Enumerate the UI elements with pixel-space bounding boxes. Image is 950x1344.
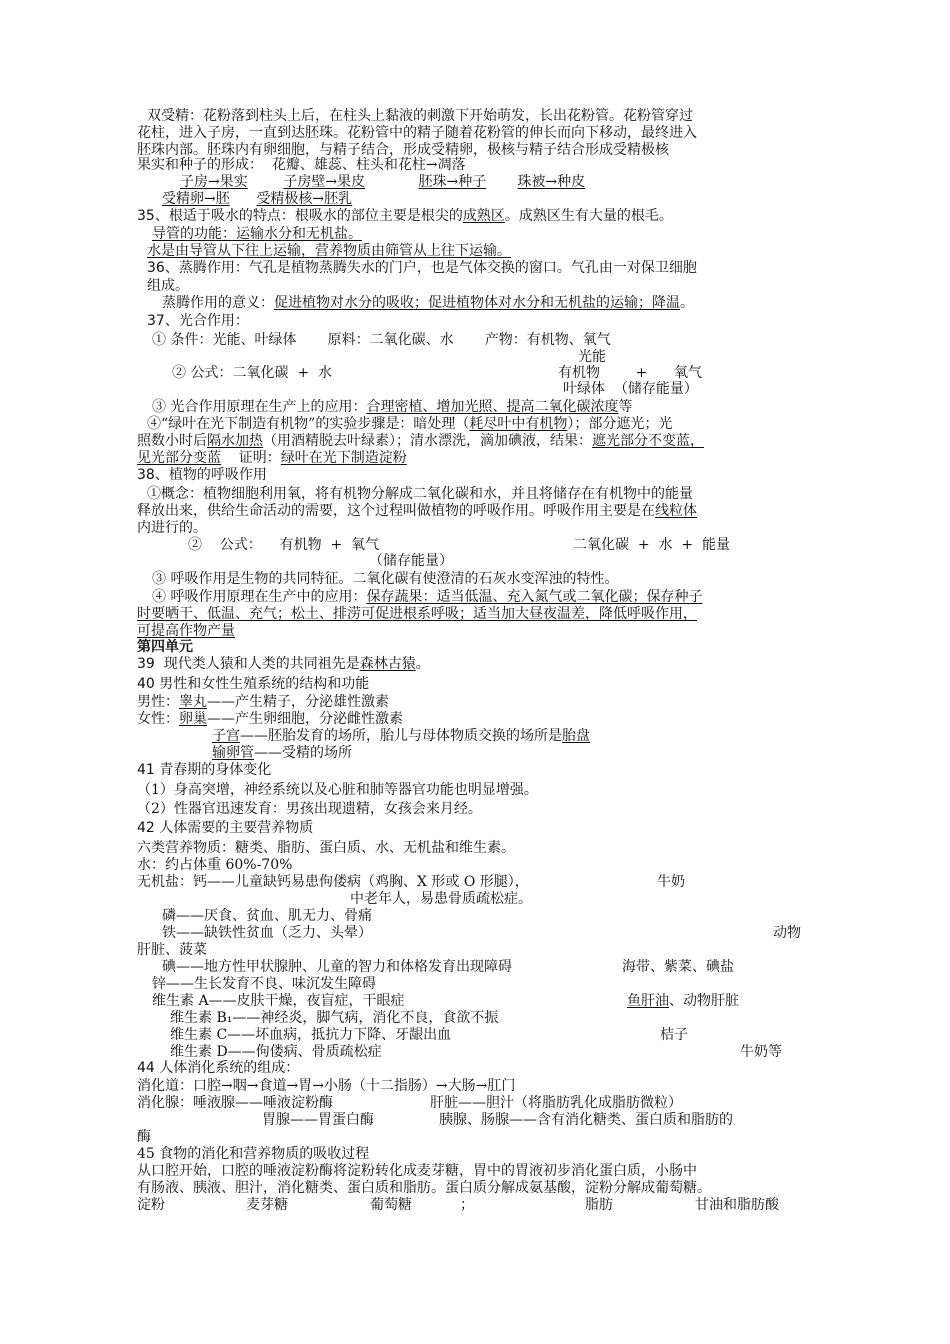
text-segment: 碘——地方性甲状腺肿、儿童的智力和体格发育出现障碍 — [162, 959, 512, 975]
text-segment: ③ 呼吸作用是生物的共同特征。二氧化碳有使澄清的石灰水变浑浊的特性。 — [152, 571, 619, 587]
underlined-text: 胚珠→种子 — [418, 174, 487, 190]
text-segment: 消化道：口腔→咽→食道→胃→小肠（十二指肠）→大肠→肛门 — [137, 1078, 516, 1094]
text-segment: 维生素 B₁——神经炎，脚气病，消化不良，食欲不振 — [170, 1010, 499, 1026]
text-line — [137, 1180, 711, 1197]
text-segment: 甘油和脂肪酸 — [695, 1197, 779, 1213]
text-line — [578, 349, 606, 366]
text-segment: 牛奶 — [657, 874, 685, 890]
text-line — [147, 243, 511, 260]
text-segment: 光能 — [578, 349, 606, 365]
text-line — [460, 1197, 474, 1214]
text-line — [558, 365, 702, 382]
text-line — [137, 1146, 369, 1163]
text-segment — [248, 174, 284, 190]
underlined-text: 线粒体 — [655, 503, 697, 519]
text-segment: ——产生精子，分泌雄性激素 — [207, 694, 389, 710]
text-line — [137, 1060, 299, 1077]
text-segment: 有肠液、胰液、胆汁，消化糖类、蛋白质和脂肪。蛋白质分解成氨基酸，淀粉分解成葡萄糖。 — [137, 1180, 711, 1196]
text-segment: 消化腺：唾液腺——唾液淀粉酶 — [137, 1095, 333, 1111]
text-segment: 、根适于吸水的特点：根吸水的部位主要是根尖的 — [154, 208, 463, 224]
underlined-text: 森林古猿 — [359, 656, 416, 672]
text-segment: 组成。 — [147, 278, 189, 294]
text-line — [147, 260, 697, 277]
text-line — [162, 959, 512, 976]
text-segment: 、植物的呼吸作用 — [154, 467, 267, 483]
text-line — [137, 520, 207, 537]
text-line — [137, 1078, 515, 1095]
text-line — [212, 745, 352, 762]
text-segment: ① 条件：光能、叶绿体 原料：二氧化碳、水 产物：有机物、氧气 — [152, 332, 611, 348]
underlined-text: 促进植物对水分的吸收；促进植物体对水分和无机盐的运输；降温 — [274, 295, 680, 311]
underlined-text: 耗尽叶中有机物 — [469, 416, 568, 432]
text-segment: 胰腺、肠腺——含有消化糖类、蛋白质和脂肪的 — [439, 1112, 733, 1128]
text-segment: 、光合作用： — [164, 313, 249, 329]
text-segment: ③ 光合作用原理在生产上的应用： — [152, 399, 367, 415]
text-line — [137, 801, 482, 818]
underlined-text: 输卵管 — [212, 745, 254, 761]
text-segment: 45 食物的消化和营养物质的吸收过程 — [137, 1146, 370, 1162]
text-line — [695, 1197, 779, 1214]
text-segment: ④“绿叶在光下制造有机物”的实验步骤是：暗处理（ — [147, 416, 470, 432]
text-line — [152, 399, 632, 416]
text-segment: 41 青春期的身体变化 — [137, 762, 272, 778]
underlined-text: 成熟区 — [462, 208, 505, 224]
text-segment: ）；部分遮光；光 — [567, 416, 673, 432]
underlined-text: 时要晒干、低温、充气；松土、排涝可促进根系呼吸；适当加大昼夜温差，降低呼吸作用， — [137, 606, 697, 622]
text-line — [137, 711, 403, 728]
text-segment: 无机盐：钙——儿童缺钙易患佝偻病（鸡胸、X 形或 O 形腿）， — [137, 874, 529, 890]
text-line — [350, 891, 532, 908]
text-segment — [230, 191, 257, 207]
text-line — [137, 208, 673, 225]
text-segment: 肝脏、菠菜 — [137, 942, 207, 958]
text-segment: 44 人体消化系统的组成： — [137, 1060, 300, 1076]
text-segment: 男性： — [137, 694, 179, 710]
underlined-text: 导管的功能：运输水分和无机盐。 — [152, 226, 362, 242]
underlined-text: 绿叶在光下制造淀粉 — [280, 450, 407, 466]
text-line — [147, 313, 249, 330]
text-segment: 。成熟区生有大量的根毛。 — [504, 208, 673, 224]
text-line — [137, 694, 389, 711]
text-segment: 证明： — [221, 450, 281, 466]
text-segment: 36 — [147, 260, 165, 276]
text-segment: 肝脏——胆汁（将脂肪乳化成脂肪微粒） — [430, 1095, 682, 1111]
text-segment: 、蒸腾作用：气孔是植物蒸腾失水的门户，也是气体交换的窗口。气孔由一对保卫细胞 — [164, 260, 697, 276]
text-line — [137, 1095, 333, 1112]
text-line — [622, 959, 734, 976]
text-segment: （用酒精脱去叶绿素）；清水漂洗，滴加碘液，结果： — [263, 433, 592, 449]
text-segment: 淀粉 — [137, 1197, 165, 1213]
underlined-text: 见光部分变蓝 — [137, 450, 221, 466]
text-segment: 维生素 C——坏血病，抵抗力下降、牙龈出血 — [170, 1027, 452, 1043]
text-line — [137, 874, 529, 891]
text-segment: 有机物 + 氧气 — [558, 365, 703, 381]
text-line — [740, 1044, 782, 1061]
underlined-text: 保存蔬果：适当低温、充入氮气或二氧化碳；保存种子 — [366, 589, 703, 605]
text-segment: 37 — [147, 313, 165, 329]
text-segment: ④ 呼吸作用原理在生产中的应用： — [152, 589, 367, 605]
text-segment: 女性： — [137, 711, 179, 727]
text-line — [660, 1027, 688, 1044]
text-line — [170, 1010, 498, 1027]
text-line — [773, 925, 801, 942]
text-line — [246, 1197, 288, 1214]
text-segment: 。 — [680, 295, 694, 311]
text-line — [147, 486, 693, 503]
text-line — [370, 1197, 412, 1214]
text-segment: 葡萄糖 — [370, 1197, 412, 1213]
text-line — [170, 1027, 451, 1044]
text-line — [657, 874, 685, 891]
text-segment: 铁——缺铁性贫血（乏力、头晕） — [162, 925, 372, 941]
text-line — [137, 606, 697, 623]
text-line — [152, 226, 362, 243]
text-segment: ② 公式：二氧化碳 + 水 — [172, 365, 332, 381]
text-line — [170, 1044, 382, 1061]
text-line — [585, 1197, 613, 1214]
text-line — [627, 993, 739, 1010]
text-line — [152, 332, 611, 349]
text-line — [172, 365, 332, 382]
text-line — [147, 278, 189, 295]
text-segment: 脂肪 — [585, 1197, 613, 1213]
text-segment — [486, 174, 517, 190]
text-line — [369, 553, 453, 570]
underlined-text: 受精极核→胚乳 — [256, 191, 353, 207]
text-segment: 蒸腾作用的意义： — [162, 295, 274, 311]
text-line — [137, 450, 407, 467]
text-segment: 花柱，进入子房，一直到达胚珠。花粉管中的精子随着花粉管的伸长而向下移动，最终进入 — [137, 125, 697, 141]
underlined-text: 合理密植、增加光照、提高二氧化碳浓度 — [366, 399, 619, 415]
text-line — [137, 762, 271, 779]
text-line — [162, 908, 372, 925]
text-segment: ①概念：植物细胞利用氧，将有机物分解成二氧化碳和水，并且将储存在有机物中的能量 — [147, 486, 693, 502]
text-segment: 果实和种子的形成： 花瓣、雄蕊、柱头和花柱→凋落 — [137, 157, 466, 173]
text-line — [162, 295, 694, 312]
text-segment: 40 男性和女性生殖系统的结构和功能 — [137, 676, 370, 692]
text-segment: 牛奶等 — [740, 1044, 782, 1060]
text-line — [137, 503, 697, 520]
underlined-text: 睾丸 — [179, 694, 207, 710]
text-line — [137, 820, 313, 837]
text-line — [162, 191, 352, 208]
text-segment: ——产生卵细胞，分泌雌性激素 — [207, 711, 403, 727]
text-line — [152, 589, 702, 606]
text-segment: ； — [460, 1197, 474, 1213]
text-segment: 胃腺——胃蛋白酶 — [262, 1112, 374, 1128]
text-segment: 39 现代类人猿和人类的共同祖先是 — [137, 656, 360, 672]
underlined-text: 隔水加热 — [207, 433, 263, 449]
text-segment: 42 人体需要的主要营养物质 — [137, 820, 314, 836]
underlined-text: 子房壁→果皮 — [283, 174, 366, 190]
text-segment: 二氧化碳 + 水 + 能量 — [573, 537, 731, 553]
text-segment: 锌——生长发育不良、味沉发生障碍 — [152, 976, 376, 992]
text-segment: 酶 — [137, 1129, 151, 1145]
text-line — [137, 433, 704, 450]
text-segment: 胚珠内部。胚珠内有卵细胞，与精子结合，形成受精卵，极核与精子结合形成受精极核 — [137, 142, 669, 158]
text-segment: ② 公式： 有机物 + 氧气 — [188, 537, 380, 553]
text-segment: 第四单元 — [137, 639, 193, 655]
text-segment: 海带、紫菜、碘盐 — [622, 959, 734, 975]
text-segment: 麦芽糖 — [246, 1197, 288, 1213]
text-line — [137, 639, 193, 656]
text-line — [439, 1112, 733, 1129]
text-segment: 照数小时后 — [137, 433, 207, 449]
text-line — [152, 993, 405, 1010]
text-line — [137, 840, 515, 857]
underlined-text: 卵巢 — [179, 711, 207, 727]
text-segment: 叶绿体 （储存能量） — [563, 381, 698, 397]
text-line — [137, 623, 235, 640]
text-line — [152, 976, 376, 993]
text-segment: 等 — [618, 399, 633, 415]
text-segment: 水：约占体重 60%-70% — [137, 857, 293, 873]
text-line — [137, 467, 267, 484]
text-line — [137, 942, 207, 959]
text-line — [162, 925, 372, 942]
underlined-text: 珠被→种皮 — [517, 174, 586, 190]
text-segment: 维生素 D——佝偻病、骨质疏松症 — [170, 1044, 382, 1060]
text-line — [137, 125, 697, 142]
text-segment: 六类营养物质：糖类、脂肪、蛋白质、水、无机盐和维生素。 — [137, 840, 515, 856]
underlined-text: 遮光部分不变蓝， — [592, 433, 704, 449]
text-segment: ——受精的场所 — [254, 745, 352, 761]
text-segment: ——胚胎发育的场所，胎儿与母体物质交换的场所是 — [240, 728, 562, 744]
text-segment: 从口腔开始，口腔的唾液淀粉酶将淀粉转化成麦芽糖，胃中的胃液初步消化蛋白质，小肠中 — [137, 1163, 697, 1179]
text-segment: 桔子 — [660, 1027, 688, 1043]
text-segment: 磷——厌食、贫血、肌无力、骨痛 — [162, 908, 372, 924]
text-segment: 中老年人，易患骨质疏松症。 — [350, 891, 532, 907]
underlined-text: 子宫 — [212, 728, 240, 744]
text-line — [430, 1095, 682, 1112]
text-segment: （储存能量） — [369, 553, 453, 569]
underlined-text: 鱼肝油 — [627, 993, 669, 1009]
text-line — [212, 728, 590, 745]
text-segment: 、动物肝脏 — [669, 993, 739, 1009]
underlined-text: 可提高作物产量 — [137, 623, 235, 639]
underlined-text: 水是由导管从下往上运输，营养物质由筛管从上往下运输。 — [147, 243, 511, 259]
text-line — [137, 676, 369, 693]
text-segment: 动物 — [773, 925, 801, 941]
text-line — [262, 1112, 374, 1129]
text-line — [137, 857, 292, 874]
text-line — [137, 1197, 165, 1214]
text-segment: 38 — [137, 467, 155, 483]
text-segment: 维生素 A——皮肤干燥，夜盲症，干眼症 — [152, 993, 405, 1009]
text-line — [137, 157, 466, 174]
text-line — [137, 1163, 697, 1180]
text-segment: 35 — [137, 208, 155, 224]
text-line — [147, 416, 672, 433]
text-line — [137, 1129, 151, 1146]
text-line — [563, 381, 698, 398]
text-segment — [365, 174, 418, 190]
text-line — [180, 174, 585, 191]
text-segment: 。 — [415, 656, 430, 672]
text-segment: （1）身高突增，神经系统以及心脏和肺等器官功能也明显增强。 — [137, 782, 538, 798]
underlined-text: 子房→果实 — [180, 174, 248, 190]
text-segment: 内进行的。 — [137, 520, 207, 536]
text-segment: 释放出来，供给生命活动的需要，这个过程叫做植物的呼吸作用。呼吸作用主要是在 — [137, 503, 655, 519]
text-line — [147, 108, 693, 125]
text-segment: （2）性器官迅速发育：男孩出现遗精，女孩会来月经。 — [137, 801, 482, 817]
text-line — [152, 571, 618, 588]
text-line — [573, 537, 730, 554]
text-line — [137, 782, 538, 799]
text-segment: 双受精：花粉落到柱头上后，在柱头上黏液的刺激下开始萌发，长出花粉管。花粉管穿过 — [147, 108, 693, 124]
text-line — [188, 537, 379, 554]
underlined-text: 受精卵→胚 — [162, 191, 230, 207]
underlined-text: 胎盘 — [562, 728, 590, 744]
text-line — [137, 656, 430, 673]
